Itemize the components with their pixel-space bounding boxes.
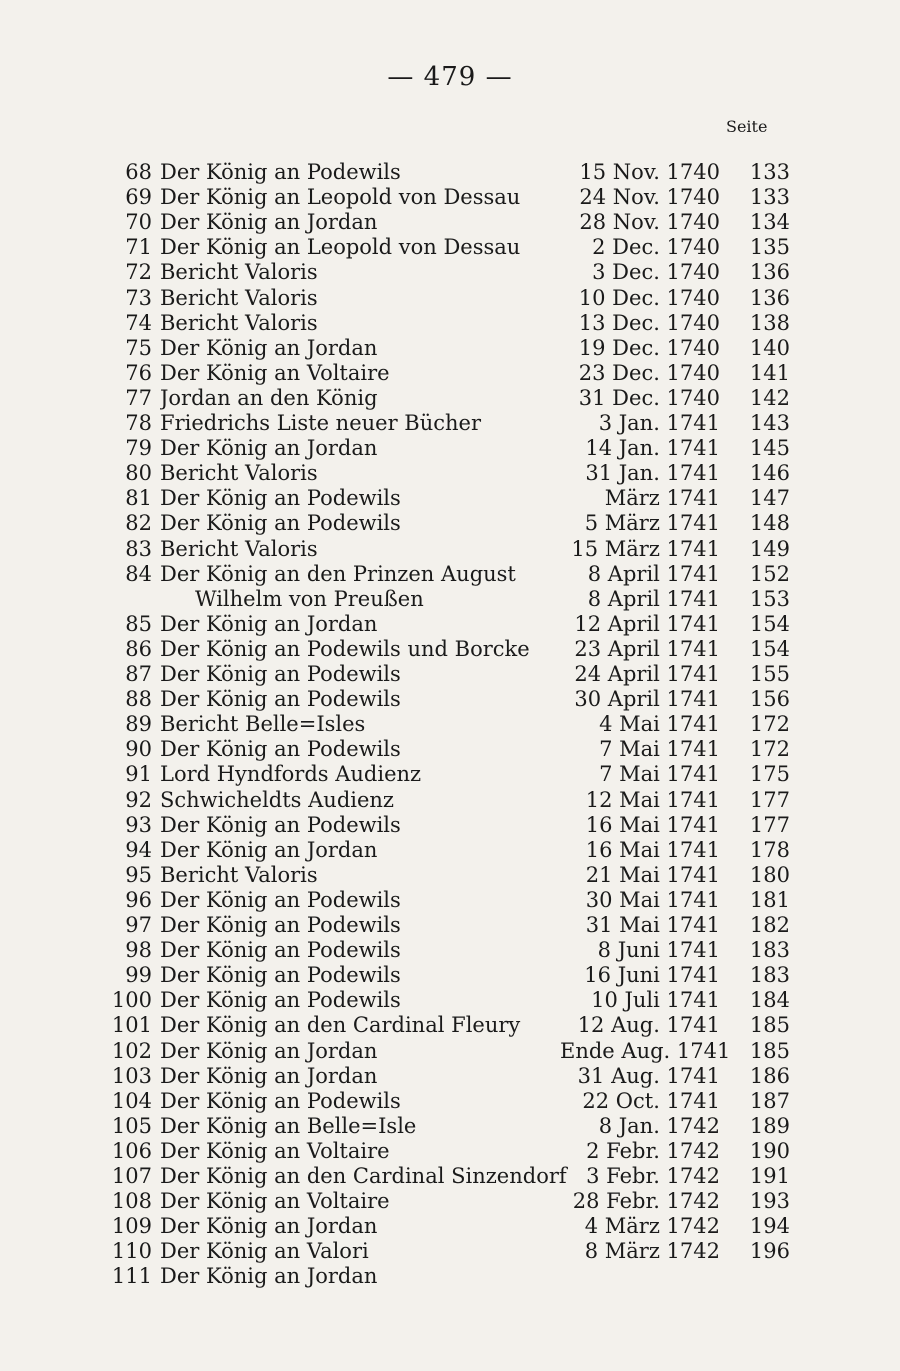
entry-title: Der König an Voltaire	[160, 1139, 390, 1163]
index-row	[0, 1239, 900, 1263]
entry-number: 71	[125, 235, 152, 259]
index-row	[0, 160, 900, 184]
entry-title: Friedrichs Liste neuer Bücher	[160, 411, 481, 435]
entry-title: Der König an Podewils	[160, 988, 401, 1012]
entry-title: Der König an Podewils	[160, 913, 401, 937]
index-row	[0, 838, 900, 862]
entry-number: 90	[125, 737, 152, 761]
entry-title: Der König an Jordan	[160, 436, 378, 460]
entry-page: 152	[749, 562, 790, 586]
entry-number: 89	[125, 712, 152, 736]
index-row	[0, 286, 900, 310]
entry-title: Bericht Belle=Isles	[160, 712, 366, 736]
index-row	[0, 1164, 900, 1188]
entry-title: Der König an Podewils	[160, 1089, 401, 1113]
index-row	[0, 210, 900, 234]
entry-title: Der König an Podewils	[160, 511, 401, 535]
entry-number: 77	[125, 386, 152, 410]
entry-page: 183	[749, 938, 790, 962]
entry-date: 12 Aug. 1741	[577, 1013, 720, 1037]
entry-page: 154	[749, 612, 790, 636]
entry-title: Der König an Podewils	[160, 486, 401, 510]
entry-page: 153	[749, 587, 790, 611]
index-row	[0, 938, 900, 962]
entry-page: 185	[749, 1039, 790, 1063]
index-row	[0, 1264, 900, 1288]
page-number: — 479 —	[387, 62, 513, 92]
entry-page: 146	[749, 461, 790, 485]
entry-page: 134	[749, 210, 790, 234]
entry-date: 8 April 1741	[587, 562, 720, 586]
entry-number: 95	[125, 863, 152, 887]
entry-date: 19 Dec. 1740	[578, 336, 720, 360]
entry-number: 97	[125, 913, 152, 937]
index-row	[0, 511, 900, 535]
entry-title: Der König an Podewils	[160, 813, 401, 837]
entry-date: 31 Dec. 1740	[578, 386, 720, 410]
entry-title: Der König an Podewils	[160, 160, 401, 184]
index-row	[0, 888, 900, 912]
entry-date: 4 Mai 1741	[599, 712, 720, 736]
entry-title: Der König an den Prinzen August	[160, 562, 516, 586]
entry-date: 7 Mai 1741	[599, 737, 720, 761]
entry-title: Der König an den Cardinal Sinzendorf	[160, 1164, 567, 1188]
entry-number: 81	[125, 486, 152, 510]
index-row	[0, 587, 900, 611]
index-row	[0, 336, 900, 360]
entry-page: 189	[749, 1114, 790, 1138]
entry-page: 140	[749, 336, 790, 360]
entry-date: 15 Nov. 1740	[579, 160, 720, 184]
entry-title: Der König an Podewils	[160, 662, 401, 686]
index-row	[0, 1013, 900, 1037]
entry-number: 103	[111, 1064, 152, 1088]
entry-page: 136	[749, 260, 790, 284]
entry-number: 104	[111, 1089, 152, 1113]
entry-title: Der König an Voltaire	[160, 1189, 390, 1213]
index-row	[0, 1214, 900, 1238]
entry-date: 16 Mai 1741	[585, 838, 720, 862]
entry-number: 109	[111, 1214, 152, 1238]
index-row	[0, 788, 900, 812]
entry-number: 78	[125, 411, 152, 435]
entry-date: 2 Dec. 1740	[592, 235, 720, 259]
index-row	[0, 762, 900, 786]
entry-page: 191	[749, 1164, 790, 1188]
index-row	[0, 235, 900, 259]
entry-date: 12 Mai 1741	[585, 788, 720, 812]
index-row	[0, 411, 900, 435]
entry-title: Der König an Voltaire	[160, 361, 390, 385]
index-row	[0, 1064, 900, 1088]
entry-title: Der König an Belle=Isle	[160, 1114, 417, 1138]
index-row	[0, 1139, 900, 1163]
entry-number: 68	[125, 160, 152, 184]
entry-page: 138	[749, 311, 790, 335]
entry-page: 136	[749, 286, 790, 310]
entry-number: 110	[111, 1239, 152, 1263]
entry-page: 172	[749, 737, 790, 761]
entry-number: 69	[125, 185, 152, 209]
entry-number: 84	[125, 562, 152, 586]
entry-title: Der König an Jordan	[160, 1214, 378, 1238]
entry-date: 10 Dec. 1740	[578, 286, 720, 310]
entry-number: 108	[111, 1189, 152, 1213]
entry-page: 182	[749, 913, 790, 937]
entry-title: Bericht Valoris	[160, 461, 318, 485]
entry-number: 107	[111, 1164, 152, 1188]
entry-number: 93	[125, 813, 152, 837]
entry-date: 8 April 1741	[587, 587, 720, 611]
entry-page: 148	[749, 511, 790, 535]
entry-title: Der König an Podewils und Borcke	[160, 637, 530, 661]
entry-date: 31 Aug. 1741	[577, 1064, 720, 1088]
entry-page: 177	[749, 788, 790, 812]
entry-title: Der König an den Cardinal Fleury	[160, 1013, 521, 1037]
entry-date: März 1741	[604, 486, 720, 510]
entry-title: Bericht Valoris	[160, 260, 318, 284]
entry-title: Der König an Jordan	[160, 1064, 378, 1088]
index-row	[0, 562, 900, 586]
entry-page: 196	[749, 1239, 790, 1263]
entry-page: 156	[749, 687, 790, 711]
entry-page: 193	[749, 1189, 790, 1213]
entry-title: Der König an Podewils	[160, 737, 401, 761]
entry-date: 3 Jan. 1741	[598, 411, 720, 435]
entry-title: Der König an Jordan	[160, 210, 378, 234]
entry-date: 2 Febr. 1742	[586, 1139, 720, 1163]
entry-number: 98	[125, 938, 152, 962]
entry-number: 72	[125, 260, 152, 284]
index-row	[0, 386, 900, 410]
entry-title: Bericht Valoris	[160, 311, 318, 335]
index-row	[0, 1189, 900, 1213]
index-row	[0, 662, 900, 686]
entry-number: 70	[125, 210, 152, 234]
entry-date: 24 Nov. 1740	[579, 185, 720, 209]
index-row	[0, 1039, 900, 1063]
entry-page: 185	[749, 1013, 790, 1037]
index-row	[0, 436, 900, 460]
entry-date: 22 Oct. 1741	[582, 1089, 720, 1113]
index-row	[0, 687, 900, 711]
entry-title-continuation: Wilhelm von Preußen	[195, 587, 424, 611]
entry-date: 16 Mai 1741	[585, 813, 720, 837]
entry-number: 102	[111, 1039, 152, 1063]
entry-number: 105	[111, 1114, 152, 1138]
entry-number: 111	[111, 1264, 152, 1288]
entry-title: Der König an Valori	[160, 1239, 369, 1263]
entry-page: 190	[749, 1139, 790, 1163]
entry-number: 99	[125, 963, 152, 987]
entry-title: Der König an Jordan	[160, 612, 378, 636]
index-row	[0, 1089, 900, 1113]
index-row	[0, 612, 900, 636]
entry-title: Schwicheldts Audienz	[160, 788, 394, 812]
entry-number: 79	[125, 436, 152, 460]
entry-number: 86	[125, 637, 152, 661]
entry-date: 4 März 1742	[584, 1214, 720, 1238]
entry-page: 133	[749, 160, 790, 184]
entry-date: 5 März 1741	[584, 511, 720, 535]
entry-date: 16 Juni 1741	[584, 963, 720, 987]
entry-date: 13 Dec. 1740	[578, 311, 720, 335]
entry-number: 91	[125, 762, 152, 786]
entry-title: Der König an Jordan	[160, 1264, 378, 1288]
entry-date: 3 Dec. 1740	[592, 260, 720, 284]
entry-title: Der König an Podewils	[160, 963, 401, 987]
entry-date: 23 Dec. 1740	[578, 361, 720, 385]
entry-number: 106	[111, 1139, 152, 1163]
entry-date: 15 März 1741	[571, 537, 720, 561]
entry-number: 94	[125, 838, 152, 862]
entry-date: 12 April 1741	[574, 612, 720, 636]
entry-title: Der König an Podewils	[160, 687, 401, 711]
entry-date: Ende Aug. 1741	[560, 1039, 731, 1063]
entry-page: 177	[749, 813, 790, 837]
entry-title: Lord Hyndfords Audienz	[160, 762, 422, 786]
entry-title: Bericht Valoris	[160, 537, 318, 561]
index-row	[0, 813, 900, 837]
entry-page: 141	[749, 361, 790, 385]
entry-number: 83	[125, 537, 152, 561]
entry-page: 135	[749, 235, 790, 259]
entry-date: 14 Jan. 1741	[585, 436, 720, 460]
entry-number: 92	[125, 788, 152, 812]
entry-number: 87	[125, 662, 152, 686]
entry-date: 28 Febr. 1742	[572, 1189, 720, 1213]
entry-date: 28 Nov. 1740	[579, 210, 720, 234]
entry-page: 194	[749, 1214, 790, 1238]
entry-title: Der König an Jordan	[160, 1039, 378, 1063]
entry-number: 101	[111, 1013, 152, 1037]
index-row	[0, 1114, 900, 1138]
entry-page: 154	[749, 637, 790, 661]
entry-page: 178	[749, 838, 790, 862]
index-row	[0, 863, 900, 887]
index-row	[0, 185, 900, 209]
entry-page: 184	[749, 988, 790, 1012]
entry-page: 180	[749, 863, 790, 887]
entry-date: 8 Jan. 1742	[598, 1114, 720, 1138]
index-row	[0, 311, 900, 335]
entry-number: 82	[125, 511, 152, 535]
entry-date: 31 Mai 1741	[585, 913, 720, 937]
entry-date: 30 April 1741	[574, 687, 720, 711]
entry-number: 74	[125, 311, 152, 335]
entry-date: 21 Mai 1741	[585, 863, 720, 887]
entry-title: Der König an Leopold von Dessau	[160, 235, 521, 259]
index-row	[0, 260, 900, 284]
entry-date: 8 Juni 1741	[597, 938, 720, 962]
entry-page: 145	[749, 436, 790, 460]
entry-number: 85	[125, 612, 152, 636]
entry-date: 31 Jan. 1741	[585, 461, 720, 485]
entry-title: Der König an Leopold von Dessau	[160, 185, 521, 209]
index-row	[0, 963, 900, 987]
entry-date: 3 Febr. 1742	[586, 1164, 720, 1188]
index-row	[0, 537, 900, 561]
entry-page: 187	[749, 1089, 790, 1113]
entry-date: 30 Mai 1741	[585, 888, 720, 912]
index-row	[0, 637, 900, 661]
entry-date: 23 April 1741	[574, 637, 720, 661]
entry-title: Der König an Podewils	[160, 938, 401, 962]
entry-page: 175	[749, 762, 790, 786]
index-row	[0, 712, 900, 736]
seite-column-label: Seite	[726, 117, 768, 136]
entry-date: 10 Juli 1741	[591, 988, 720, 1012]
entry-page: 186	[749, 1064, 790, 1088]
entry-page: 181	[749, 888, 790, 912]
entry-title: Der König an Jordan	[160, 336, 378, 360]
entry-page: 142	[749, 386, 790, 410]
entry-page: 149	[749, 537, 790, 561]
entry-date: 7 Mai 1741	[599, 762, 720, 786]
index-row	[0, 988, 900, 1012]
entry-page: 172	[749, 712, 790, 736]
index-row	[0, 461, 900, 485]
entry-number: 100	[111, 988, 152, 1012]
index-row	[0, 486, 900, 510]
index-row	[0, 737, 900, 761]
entry-title: Bericht Valoris	[160, 286, 318, 310]
entry-title: Jordan an den König	[160, 386, 378, 410]
entry-title: Der König an Podewils	[160, 888, 401, 912]
entry-page: 155	[749, 662, 790, 686]
entry-page: 183	[749, 963, 790, 987]
entry-page: 147	[749, 486, 790, 510]
entry-number: 88	[125, 687, 152, 711]
entry-page: 133	[749, 185, 790, 209]
index-row	[0, 913, 900, 937]
entry-title: Der König an Jordan	[160, 838, 378, 862]
entry-date: 8 März 1742	[584, 1239, 720, 1263]
entry-number: 80	[125, 461, 152, 485]
index-row	[0, 361, 900, 385]
entry-number: 96	[125, 888, 152, 912]
entry-page: 143	[749, 411, 790, 435]
entry-date: 24 April 1741	[574, 662, 720, 686]
entry-number: 75	[125, 336, 152, 360]
entry-title: Bericht Valoris	[160, 863, 318, 887]
entry-number: 73	[125, 286, 152, 310]
entry-number: 76	[125, 361, 152, 385]
